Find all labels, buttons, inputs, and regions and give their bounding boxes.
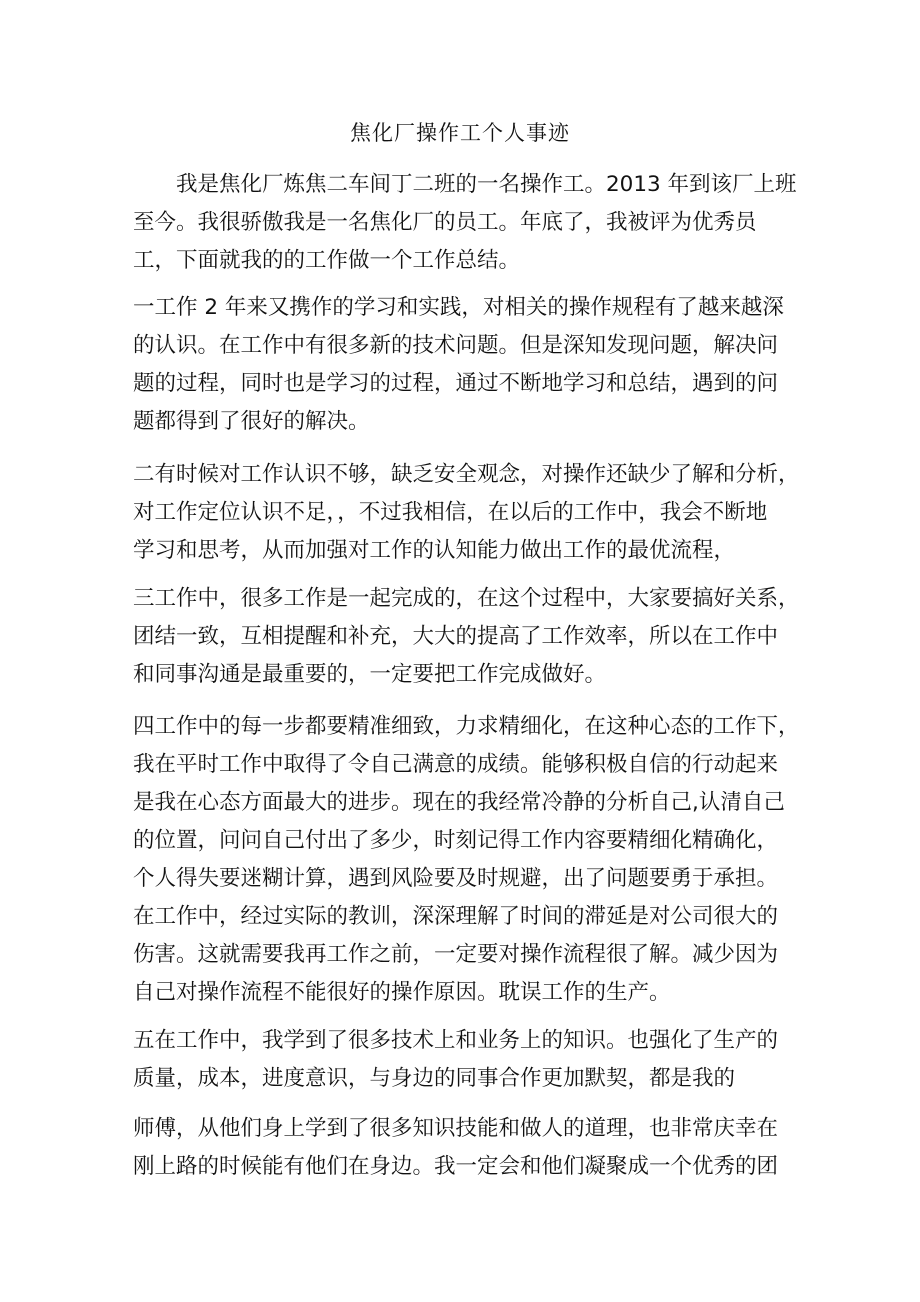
text-line: 一工作 2 年来又携作的学习和实践，对相关的操作规程有了越来越深 — [133, 295, 784, 320]
text-line: 师傅，从他们身上学到了很多知识技能和做人的道理，也非常庆幸在 — [133, 1116, 779, 1141]
text-line: 的认识。在工作中有很多新的技术问题。但是深知发现问题，解决问 — [133, 333, 779, 358]
text-line: 工，下面就我的的工作做一个工作总结。 — [133, 248, 521, 273]
text-line: 和同事沟通是最重要的，一定要把工作完成做好。 — [133, 662, 607, 687]
text-line: 五在工作中，我学到了很多技术上和业务上的知识。也强化了生产的 — [133, 1028, 779, 1053]
text-line: 题都得到了很好的解决。 — [133, 409, 370, 434]
text-line: 二有时候对工作认识不够，缺乏安全观念，对操作还缺少了解和分析， — [133, 462, 800, 487]
section-3-paragraph — [133, 580, 813, 694]
text-line: 至今。我很骄傲我是一名焦化厂的员工。年底了，我被评为优秀员 — [133, 210, 757, 235]
section-1-paragraph — [133, 289, 813, 441]
section-2-paragraph — [133, 456, 813, 570]
text-line: 对工作定位认识不足，，不过我相信，在以后的工作中，我会不断地 — [133, 500, 768, 525]
section-5-paragraph — [133, 1022, 813, 1098]
text-line: 个人得失要迷糊计算，遇到风险要及时规避，出了问题要勇于承担。 — [133, 866, 779, 891]
text-line: 质量，成本，进度意识，与身边的同事合作更加默契，都是我的 — [133, 1066, 736, 1091]
intro-paragraph — [133, 166, 813, 280]
text-line: 题的过程，同时也是学习的过程，通过不断地学习和总结，遇到的问 — [133, 371, 779, 396]
text-line: 我是焦化厂炼焦二车间丁二班的一名操作工。2013 年到该厂上班 — [176, 172, 797, 197]
text-line: 的位置，问问自己付出了多少，时刻记得工作内容要精细化精确化， — [133, 828, 779, 853]
text-line: 是我在心态方面最大的进步。现在的我经常冷静的分析自己,认清自己 — [133, 790, 785, 815]
text-line: 伤害。这就需要我再工作之前，一定要对操作流程很了解。减少因为 — [133, 942, 779, 967]
text-line: 团结一致，互相提醒和补充，大大的提高了工作效率，所以在工作中 — [133, 624, 779, 649]
text-line: 在工作中，经过实际的教训，深深理解了时间的滞延是对公司很大的 — [133, 904, 779, 929]
text-line: 我在平时工作中取得了令自己满意的成绩。能够积极自信的行动起来 — [133, 752, 779, 777]
document-title: 焦化厂操作工个人事迹 — [350, 121, 570, 145]
section-4-paragraph — [133, 708, 813, 1012]
section-5-continued-paragraph — [133, 1110, 813, 1186]
text-line: 四工作中的每一步都要精准细致，力求精细化，在这种心态的工作下， — [133, 714, 800, 739]
text-line: 刚上路的时候能有他们在身边。我一定会和他们凝聚成一个优秀的团 — [133, 1154, 779, 1179]
text-line: 学习和思考，从而加强对工作的认知能力做出工作的最优流程， — [133, 538, 736, 563]
text-line: 三工作中，很多工作是一起完成的，在这个过程中，大家要搞好关系， — [133, 586, 800, 611]
text-line: 自己对操作流程不能很好的操作原因。耽误工作的生产。 — [133, 980, 671, 1005]
